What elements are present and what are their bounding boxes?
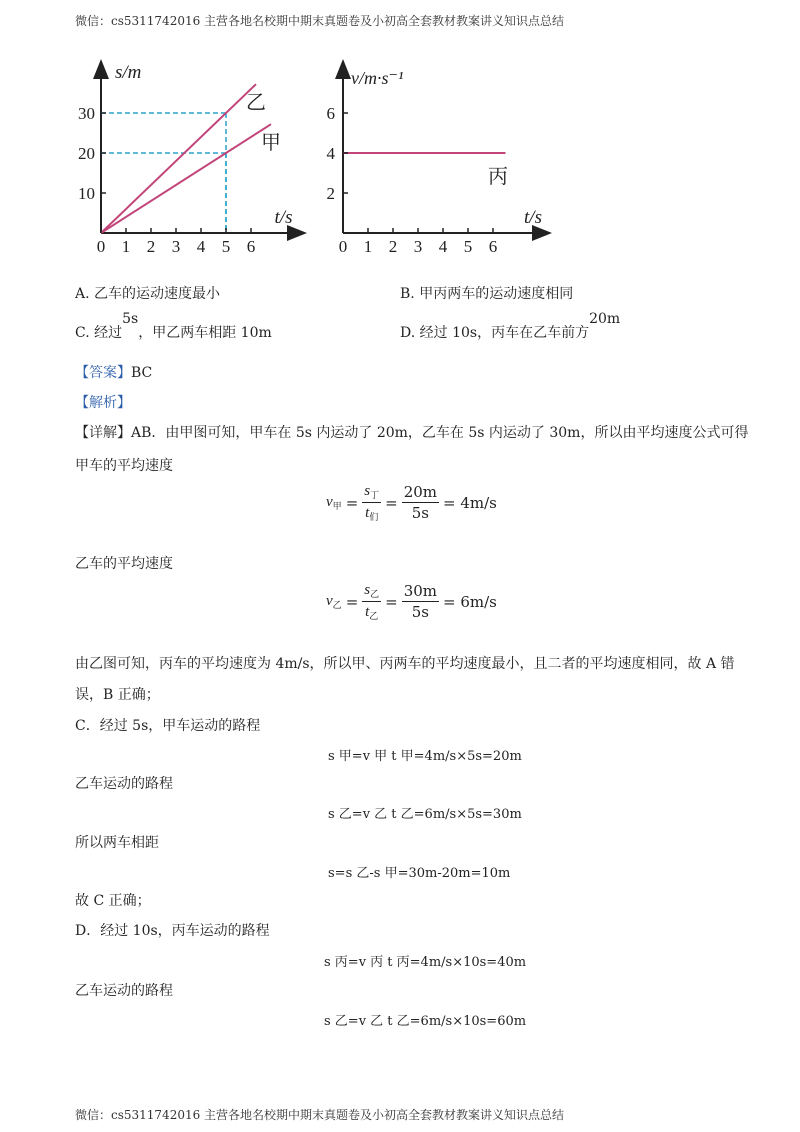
detail-paragraph-6: C．经过 5s，甲车运动的路程 (75, 718, 261, 734)
option-b: B. 甲丙两车的运动速度相同 (400, 286, 574, 302)
f2-den-sub: 乙 (369, 610, 379, 621)
formula-s-bing: s 丙=v 丙 t 丙=4m/s×10s=40m (324, 955, 527, 970)
formula-s-yi: s 乙=v 乙 t 乙=6m/s×5s=30m (328, 807, 522, 822)
option-c-pre: C. 经过 (75, 325, 123, 341)
option-d (400, 311, 621, 342)
st-x-tick-label: 3 (171, 237, 181, 256)
vt-y-tick-label: 4 (326, 144, 335, 163)
vt-x-axis-label: t/s (524, 207, 542, 228)
detail-paragraph-8: 所以两车相距 (75, 835, 159, 851)
option-d-pre: D. 经过 10s，丙车在乙车前方 (400, 325, 590, 341)
formula-v-jia: $v_甲$ = $\frac{s_丁}{t_们}$ = $\frac{20m}{5s}$ = 4m/s (326, 483, 497, 522)
f1-num: s (364, 483, 371, 499)
vt-x-tick-label: 6 (488, 237, 498, 256)
st-y-axis-label: s/m (115, 62, 142, 83)
f2-num: s (364, 582, 371, 598)
formula-v-yi: $v_乙$ = $\frac{s_乙}{t_乙}$ = $\frac{30m}{5s}$ = 6m/s (326, 582, 497, 621)
formula-s-distance: s=s 乙-s 甲=30m-20m=10m (328, 866, 511, 881)
formula-s-yi-10s: s 乙=v 乙 t 乙=6m/s×10s=60m (324, 1014, 527, 1029)
answer-label: 【答案】 (75, 365, 131, 381)
detail-paragraph-10: D．经过 10s，丙车运动的路程 (75, 923, 270, 939)
st-x-tick-label: 0 (96, 237, 106, 256)
vt-y-tick-label: 2 (326, 184, 335, 203)
vt-x-tick-label: 0 (338, 237, 348, 256)
f1-num-sub: 丁 (370, 490, 380, 500)
f2-lhs-sub: 乙 (332, 599, 342, 610)
analysis-label: 【解析】 (75, 395, 131, 411)
st-series-line (101, 84, 256, 233)
answer-line (75, 362, 152, 382)
f1-den: t (365, 504, 370, 521)
st-y-tick-label: 20 (78, 144, 95, 163)
st-x-tick-label: 6 (246, 237, 256, 256)
detail-paragraph-2: 甲车的平均速度 (75, 458, 173, 474)
vt-y-axis-label: v/m·s⁻¹ (351, 68, 404, 88)
f1-rhs: = 4m/s (443, 493, 497, 512)
f1-den2: 5s (411, 503, 429, 522)
st-x-axis-label: t/s (274, 207, 293, 228)
formula-s-jia: s 甲=v 甲 t 甲=4m/s×5s=20m (328, 749, 522, 764)
page-header: 微信：cs5311742016 主营各地名校期中期末真题卷及小初高全套教材教案讲义知识点总结 (75, 14, 565, 28)
detail-label: 【详解】 (75, 425, 131, 441)
vt-x-tick-label: 4 (438, 237, 448, 256)
f2-lhs: v (326, 592, 333, 609)
st-y-tick-label: 30 (78, 104, 95, 123)
vt-x-tick-label: 3 (413, 237, 423, 256)
detail-paragraph-4: 由乙图可知，丙车的平均速度为 4m/s，所以甲、丙两车的平均速度最小，且二者的平均速度相同，故 A 错 (75, 656, 735, 672)
st-y-tick-label: 10 (78, 184, 95, 203)
st-series-label: 甲 (261, 132, 281, 154)
detail-paragraph-7: 乙车运动的路程 (75, 776, 173, 792)
answer-value: BC (131, 365, 153, 381)
f2-den: t (365, 603, 370, 620)
detail-text-1: AB．由甲图可知，甲车在 5s 内运动了 20m，乙车在 5s 内运动了 30m，所以由平均速度公式可得 (131, 425, 749, 441)
vt-x-tick-label: 5 (463, 237, 473, 256)
vt-y-tick-label: 6 (326, 104, 335, 123)
detail-paragraph-5: 误，B 正确； (75, 687, 160, 703)
option-c-sup: 5s (122, 311, 139, 327)
f2-rhs: = 6m/s (443, 592, 497, 611)
detail-paragraph-9: 故 C 正确； (75, 893, 151, 909)
st-series-line (101, 124, 271, 233)
option-c (75, 311, 272, 342)
f1-den-sub: 们 (369, 511, 379, 522)
st-x-tick-label: 2 (146, 237, 156, 256)
f2-den2: 5s (411, 602, 429, 621)
st-x-tick-label: 1 (121, 237, 131, 256)
detail-paragraph-3: 乙车的平均速度 (75, 556, 173, 572)
vt-series-label: 丙 (488, 166, 508, 188)
st-series-label: 乙 (246, 92, 266, 114)
vt-x-tick-label: 2 (388, 237, 398, 256)
f2-num2: 30m (403, 582, 438, 601)
option-c-post: ，甲乙两车相距 10m (138, 325, 272, 341)
f1-num2: 20m (403, 483, 438, 502)
option-d-sup: 20m (589, 311, 621, 327)
vt-x-tick-label: 1 (363, 237, 373, 256)
page-footer: 微信：cs5311742016 主营各地名校期中期末真题卷及小初高全套教材教案讲义知识点总结 (75, 1108, 565, 1122)
st-x-tick-label: 5 (221, 237, 231, 256)
detail-paragraph-1 (75, 422, 748, 442)
f1-lhs: v (326, 493, 333, 510)
detail-paragraph-11: 乙车运动的路程 (75, 983, 173, 999)
f2-num-sub: 乙 (370, 589, 380, 599)
vt-graph (318, 58, 558, 258)
option-a: A. 乙车的运动速度最小 (75, 286, 221, 302)
f1-lhs-sub: 甲 (332, 500, 342, 511)
st-graph (68, 58, 313, 258)
st-x-tick-label: 4 (196, 237, 206, 256)
